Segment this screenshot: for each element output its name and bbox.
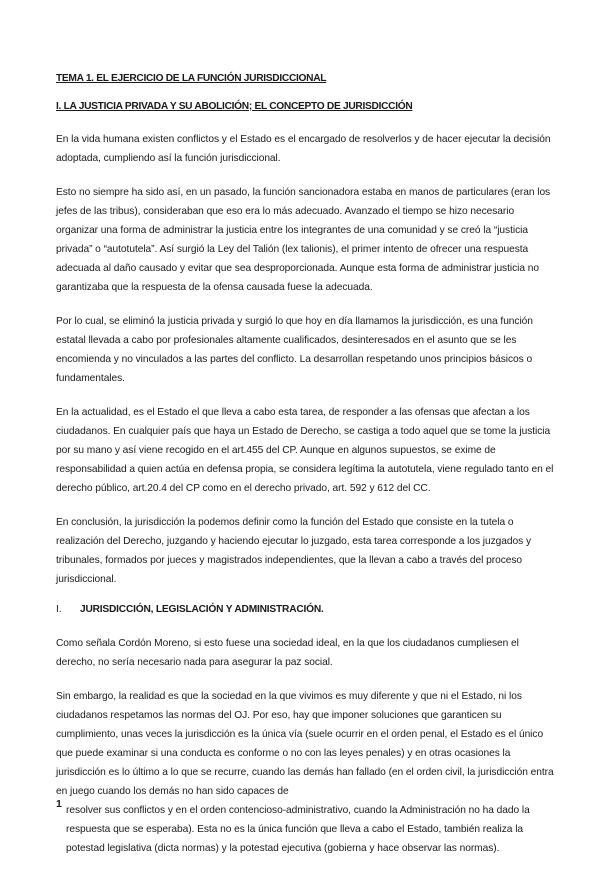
section-title: JURISDICCIÓN, LEGISLACIÓN Y ADMINISTRACIÓN. xyxy=(80,604,324,615)
document-title: TEMA 1. EL EJERCICIO DE LA FUNCIÓN JURISDICCIONAL xyxy=(56,73,327,84)
section-heading xyxy=(56,604,556,615)
section-number: I. xyxy=(56,604,62,615)
document-body xyxy=(56,73,556,873)
section-heading: I. LA JUSTICIA PRIVADA Y SU ABOLICIÓN; EL CONCEPTO DE JURISDICCIÓN xyxy=(56,101,413,112)
paragraph: resolver sus conflictos y en el orden contencioso-administrativo, cuando la Administración no ha dado la respuesta que se esperaba). Esta no es la única función que lleva a cabo el Estado, también realiza la potestad legislativa (dicta normas) y la potestad ejecutiva (gobierna y hace observar las normas). xyxy=(66,805,530,854)
paragraph: Por lo cual, se eliminó la justicia privada y surgió lo que hoy en día llamamos la jurisdicción, es una función estatal llevada a cabo por profesionales altamente cualificados, desinteresados en el asunto que se les encomienda y no vinculados a las partes del conflicto. La desarrollan respetando unos principios básicos o fundamentales. xyxy=(56,316,533,384)
paragraph: En la actualidad, es el Estado el que lleva a cabo esta tarea, de responder a las ofensas que afectan a los ciudadanos. En cualquier país que haya un Estado de Derecho, se castiga a todo aquel que se tome la justicia por su mano y así viene recogido en el art.455 del CP. Aunque en algunos supuestos, se exime de responsabilidad a quien actúa en defensa propia, se considera legítima la autotutela, viene regulado tanto en el derecho público, art.20.4 del CP como en el derecho privado, art. 592 y 612 del CC. xyxy=(56,407,554,494)
paragraph: Sin embargo, la realidad es que la sociedad en la que vivimos es muy diferente y que ni el Estado, ni los ciudadanos respetamos las normas del OJ. Por eso, hay que imponer soluciones que garanticen su cumplimiento, unas veces la jurisdicción es la única vía (suele ocurrir en el orden penal, el Estado es el único que puede examinar si una conducta es conforme o no con las leyes penales) y en otras ocasiones la jurisdicción es lo último a lo que se recurre, cuando las demás han fallado (en el orden civil, la jurisdicción entra en juego cuando los demás no han sido capaces de xyxy=(56,691,554,797)
paragraph: En conclusión, la jurisdicción la podemos definir como la función del Estado que consiste en la tutela o realización del Derecho, juzgando y haciendo ejecutar lo juzgado, esta tarea corresponde a los juzgados y tribunales, formados por jueces y magistrados independientes, que la llevan a cabo a través del proceso jurisdiccional. xyxy=(56,517,531,585)
paragraph: En la vida humana existen conflictos y el Estado es el encargado de resolverlos y de hacer ejecutar la decisión adoptada, cumpliendo así la función jurisdiccional. xyxy=(56,134,551,164)
paragraph: Esto no siempre ha sido así, en un pasado, la función sancionadora estaba en manos de particulares (eran los jefes de las tribus), consideraban que eso era lo más adecuado. Avanzado el tiempo se hizo necesario organizar una forma de administrar la justicia entre los integrantes de una comunidad y se creó la “justicia privada” o “autotutela”. Así surgió la Ley del Talión (lex talionis), el primer intento de ofrecer una respuesta adecuada al daño causado y evitar que sea desproporcionada. Aunque esta forma de administrar justicia no garantizaba que la respuesta de la ofensa causada fuese la adecuada. xyxy=(56,187,551,293)
paragraph: Como señala Cordón Moreno, si esto fuese una sociedad ideal, en la que los ciudadanos cumpliesen el derecho, no sería necesario nada para asegurar la paz social. xyxy=(56,638,519,668)
page-number: 1 xyxy=(56,798,62,810)
